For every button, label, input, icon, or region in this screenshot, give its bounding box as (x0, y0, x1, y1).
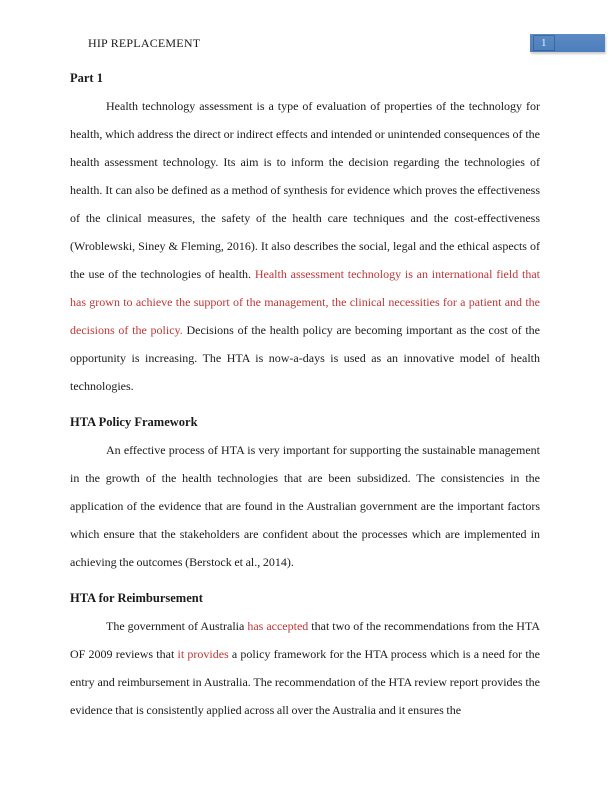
section-heading-hta-for-reimbursement: HTA for Reimbursement (70, 591, 203, 605)
text-run: Decisions of the health policy are becoming important as the cost of the opportunity is increasing. The HTA is now-a-days is used as an innovative model of health technologies. (70, 323, 540, 393)
text-run: Health technology assessment is a type of evaluation of properties of the technology for health, which address the direct or indirect effects and intended or unintended consequences of the health assessment technology. Its aim is to inform the decision regarding the technologies of health. It can also be defined as a method of synthesis for evidence which proves the effectiveness of the clinical measures, the safety of the health care techniques and the cost-effectiveness (Wroblewski, Siney & Fleming, 2016). It also describes the social, legal and the ethical aspects of the use of the technologies of health. (70, 99, 540, 281)
text-run: An effective process of HTA is very important for supporting the sustainable management in the growth of the health technologies that are been subsidized. The consistencies in the application of the evidence that are found in the Australian government are the important factors which ensure that the stakeholders are confident about the processes which are implemented in achieving the outcomes (Berstock et al., 2014). (70, 443, 540, 569)
text-run: The government of Australia (106, 619, 248, 633)
text-run: that two of the recommendations from the HTA OF 2009 reviews that (70, 619, 540, 661)
text-run: a policy framework for the HTA process which is a need for the entry and reimbursement in Australia. The recommendation of the HTA review report provides the evidence that is consistently applied across all over the Australia and it ensures the (70, 647, 540, 717)
page-number-badge (530, 34, 605, 52)
text-run-highlighted: has accepted (247, 619, 309, 633)
paragraph-intro (70, 92, 540, 400)
paragraph-reimbursement (70, 612, 540, 724)
section-heading-hta-policy-framework: HTA Policy Framework (70, 415, 198, 429)
document-body (70, 64, 540, 724)
paragraph-policy-framework (70, 436, 540, 576)
running-head: HIP REPLACEMENT (88, 36, 201, 50)
page-number: 1 (533, 35, 555, 51)
text-run-highlighted: Health assessment technology is an international field that has grown to achieve the support of the management, the clinical necessities for a patient and the decisions of the policy. (70, 267, 540, 337)
text-run-highlighted: it provides (177, 647, 229, 661)
section-heading-part-1: Part 1 (70, 71, 103, 85)
